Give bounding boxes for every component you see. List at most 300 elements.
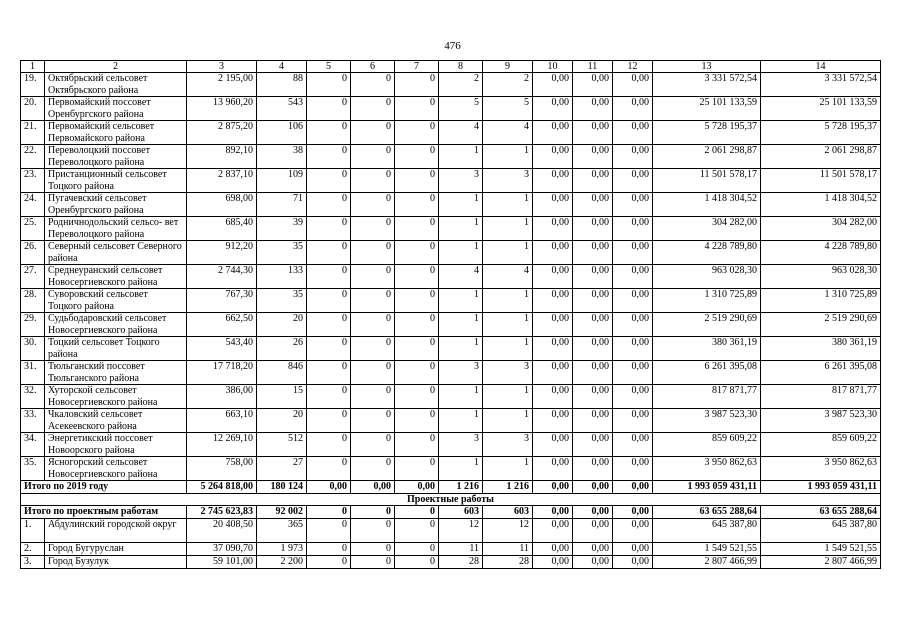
total-value-cell: 1 993 059 431,11 bbox=[653, 481, 761, 494]
value-cell: 0,00 bbox=[533, 433, 573, 457]
section-title: Проектные работы bbox=[21, 494, 881, 506]
municipality-name-cell: Октябрьский сельсовет Октябрьского района bbox=[45, 73, 187, 97]
value-cell: 0,00 bbox=[533, 265, 573, 289]
total-value-cell: 2 745 623,83 bbox=[187, 506, 257, 519]
value-cell: 6 261 395,08 bbox=[653, 361, 761, 385]
value-cell: 1 bbox=[439, 289, 483, 313]
total-value-cell: 0,00 bbox=[307, 481, 351, 494]
value-cell: 3 bbox=[483, 361, 533, 385]
value-cell: 0,00 bbox=[573, 337, 613, 361]
row-index-cell: 23. bbox=[21, 169, 45, 193]
value-cell: 0,00 bbox=[533, 97, 573, 121]
value-cell: 5 728 195,37 bbox=[761, 121, 881, 145]
value-cell: 13 960,20 bbox=[187, 97, 257, 121]
value-cell: 12 bbox=[439, 519, 483, 543]
value-cell: 1 bbox=[483, 409, 533, 433]
value-cell: 0 bbox=[351, 97, 395, 121]
total-value-cell: 1 216 bbox=[439, 481, 483, 494]
value-cell: 2 bbox=[483, 73, 533, 97]
value-cell: 3 bbox=[483, 169, 533, 193]
table-row bbox=[21, 337, 881, 361]
value-cell: 1 bbox=[439, 241, 483, 265]
value-cell: 1 310 725,89 bbox=[761, 289, 881, 313]
value-cell: 4 228 789,80 bbox=[653, 241, 761, 265]
value-cell: 0,00 bbox=[573, 409, 613, 433]
table-row bbox=[21, 457, 881, 481]
value-cell: 3 987 523,30 bbox=[653, 409, 761, 433]
value-cell: 0,00 bbox=[613, 169, 653, 193]
row-index-cell: 25. bbox=[21, 217, 45, 241]
value-cell: 0 bbox=[395, 556, 439, 569]
value-cell: 365 bbox=[257, 519, 307, 543]
value-cell: 0,00 bbox=[613, 385, 653, 409]
value-cell: 0,00 bbox=[533, 241, 573, 265]
total-value-cell: 0,00 bbox=[573, 481, 613, 494]
value-cell: 0 bbox=[351, 543, 395, 556]
table-row bbox=[21, 519, 881, 543]
value-cell: 0 bbox=[395, 337, 439, 361]
value-cell: 3 bbox=[483, 433, 533, 457]
value-cell: 1 bbox=[439, 337, 483, 361]
municipality-name-cell: Переволоцкий поссовет Переволоцкого района bbox=[45, 145, 187, 169]
value-cell: 133 bbox=[257, 265, 307, 289]
total-value-cell: 63 655 288,64 bbox=[761, 506, 881, 519]
value-cell: 17 718,20 bbox=[187, 361, 257, 385]
value-cell: 859 609,22 bbox=[761, 433, 881, 457]
value-cell: 3 331 572,54 bbox=[761, 73, 881, 97]
value-cell: 27 bbox=[257, 457, 307, 481]
value-cell: 0,00 bbox=[613, 289, 653, 313]
column-number-header: 8 bbox=[439, 61, 483, 73]
value-cell: 380 361,19 bbox=[653, 337, 761, 361]
section-title-row bbox=[21, 494, 881, 506]
value-cell: 0 bbox=[351, 73, 395, 97]
value-cell: 2 061 298,87 bbox=[761, 145, 881, 169]
column-number-header: 2 bbox=[45, 61, 187, 73]
value-cell: 0 bbox=[395, 169, 439, 193]
value-cell: 0 bbox=[307, 313, 351, 337]
value-cell: 0,00 bbox=[573, 241, 613, 265]
total-value-cell: 0,00 bbox=[395, 481, 439, 494]
table-row bbox=[21, 193, 881, 217]
value-cell: 15 bbox=[257, 385, 307, 409]
row-index-cell: 22. bbox=[21, 145, 45, 169]
table-row bbox=[21, 265, 881, 289]
value-cell: 1 418 304,52 bbox=[653, 193, 761, 217]
value-cell: 0,00 bbox=[533, 457, 573, 481]
value-cell: 0 bbox=[307, 556, 351, 569]
value-cell: 0,00 bbox=[613, 361, 653, 385]
value-cell: 0 bbox=[307, 193, 351, 217]
total-value-cell: 0 bbox=[307, 506, 351, 519]
value-cell: 0,00 bbox=[533, 337, 573, 361]
value-cell: 963 028,30 bbox=[653, 265, 761, 289]
value-cell: 912,20 bbox=[187, 241, 257, 265]
table-row bbox=[21, 241, 881, 265]
row-index-cell: 32. bbox=[21, 385, 45, 409]
value-cell: 758,00 bbox=[187, 457, 257, 481]
value-cell: 2 807 466,99 bbox=[653, 556, 761, 569]
municipality-name-cell: Среднеуранский сельсовет Новосергиевского района bbox=[45, 265, 187, 289]
value-cell: 0 bbox=[351, 241, 395, 265]
value-cell: 0,00 bbox=[533, 193, 573, 217]
municipality-name-cell: Пугачевский сельсовет Оренбургского района bbox=[45, 193, 187, 217]
value-cell: 685,40 bbox=[187, 217, 257, 241]
value-cell: 892,10 bbox=[187, 145, 257, 169]
column-number-header: 11 bbox=[573, 61, 613, 73]
value-cell: 38 bbox=[257, 145, 307, 169]
value-cell: 0,00 bbox=[613, 409, 653, 433]
value-cell: 0,00 bbox=[573, 519, 613, 543]
row-index-cell: 30. bbox=[21, 337, 45, 361]
value-cell: 5 bbox=[439, 97, 483, 121]
value-cell: 3 950 862,63 bbox=[653, 457, 761, 481]
value-cell: 0 bbox=[395, 97, 439, 121]
value-cell: 1 973 bbox=[257, 543, 307, 556]
value-cell: 1 bbox=[483, 145, 533, 169]
value-cell: 0 bbox=[307, 169, 351, 193]
municipality-name-cell: Первомайский поссовет Оренбургского района bbox=[45, 97, 187, 121]
value-cell: 71 bbox=[257, 193, 307, 217]
value-cell: 3 331 572,54 bbox=[653, 73, 761, 97]
value-cell: 817 871,77 bbox=[761, 385, 881, 409]
value-cell: 0 bbox=[307, 265, 351, 289]
column-number-header: 13 bbox=[653, 61, 761, 73]
value-cell: 0,00 bbox=[613, 193, 653, 217]
total-value-cell: 1 216 bbox=[483, 481, 533, 494]
value-cell: 11 501 578,17 bbox=[653, 169, 761, 193]
municipality-name-cell: Тюльганский поссовет Тюльганского района bbox=[45, 361, 187, 385]
municipality-name-cell: Абдулинский городской округ bbox=[45, 519, 187, 543]
value-cell: 0,00 bbox=[613, 433, 653, 457]
row-index-cell: 1. bbox=[21, 519, 45, 543]
value-cell: 0,00 bbox=[573, 543, 613, 556]
municipality-name-cell: Северный сельсовет Северного района bbox=[45, 241, 187, 265]
value-cell: 6 261 395,08 bbox=[761, 361, 881, 385]
value-cell: 1 bbox=[439, 313, 483, 337]
column-number-header: 12 bbox=[613, 61, 653, 73]
value-cell: 2 807 466,99 bbox=[761, 556, 881, 569]
row-index-cell: 3. bbox=[21, 556, 45, 569]
value-cell: 0,00 bbox=[573, 217, 613, 241]
table-row bbox=[21, 385, 881, 409]
value-cell: 28 bbox=[483, 556, 533, 569]
value-cell: 0,00 bbox=[573, 145, 613, 169]
value-cell: 0,00 bbox=[613, 121, 653, 145]
row-index-cell: 28. bbox=[21, 289, 45, 313]
page-number: 476 bbox=[444, 40, 461, 52]
total-label-cell: Итого по проектным работам bbox=[21, 506, 187, 519]
value-cell: 0 bbox=[351, 217, 395, 241]
total-value-cell: 5 264 818,00 bbox=[187, 481, 257, 494]
value-cell: 1 418 304,52 bbox=[761, 193, 881, 217]
total-value-cell: 603 bbox=[483, 506, 533, 519]
value-cell: 0,00 bbox=[613, 145, 653, 169]
value-cell: 0 bbox=[351, 433, 395, 457]
table-row bbox=[21, 556, 881, 569]
value-cell: 0 bbox=[395, 433, 439, 457]
column-number-header: 14 bbox=[761, 61, 881, 73]
value-cell: 0 bbox=[307, 289, 351, 313]
value-cell: 1 310 725,89 bbox=[653, 289, 761, 313]
value-cell: 0 bbox=[351, 385, 395, 409]
total-project-row bbox=[21, 506, 881, 519]
value-cell: 0 bbox=[351, 337, 395, 361]
value-cell: 11 bbox=[439, 543, 483, 556]
value-cell: 0,00 bbox=[533, 145, 573, 169]
municipality-name-cell: Энергетикский поссовет Новоорского района bbox=[45, 433, 187, 457]
table-row bbox=[21, 73, 881, 97]
value-cell: 4 bbox=[483, 121, 533, 145]
row-index-cell: 29. bbox=[21, 313, 45, 337]
value-cell: 0 bbox=[395, 193, 439, 217]
value-cell: 3 bbox=[439, 169, 483, 193]
value-cell: 1 bbox=[439, 457, 483, 481]
value-cell: 25 101 133,59 bbox=[653, 97, 761, 121]
value-cell: 1 549 521,55 bbox=[761, 543, 881, 556]
value-cell: 767,30 bbox=[187, 289, 257, 313]
value-cell: 0 bbox=[395, 289, 439, 313]
value-cell: 0 bbox=[395, 409, 439, 433]
value-cell: 304 282,00 bbox=[761, 217, 881, 241]
total-value-cell: 0,00 bbox=[533, 506, 573, 519]
value-cell: 5 bbox=[483, 97, 533, 121]
value-cell: 0,00 bbox=[613, 543, 653, 556]
column-number-header: 4 bbox=[257, 61, 307, 73]
value-cell: 0 bbox=[307, 409, 351, 433]
value-cell: 1 bbox=[483, 337, 533, 361]
value-cell: 0 bbox=[307, 217, 351, 241]
value-cell: 663,10 bbox=[187, 409, 257, 433]
value-cell: 0 bbox=[307, 121, 351, 145]
value-cell: 1 bbox=[483, 193, 533, 217]
value-cell: 0 bbox=[307, 385, 351, 409]
total-value-cell: 0,00 bbox=[613, 481, 653, 494]
value-cell: 0,00 bbox=[613, 337, 653, 361]
total-value-cell: 0,00 bbox=[351, 481, 395, 494]
value-cell: 0 bbox=[395, 145, 439, 169]
table-row bbox=[21, 121, 881, 145]
value-cell: 1 bbox=[439, 145, 483, 169]
value-cell: 0,00 bbox=[613, 519, 653, 543]
value-cell: 20 408,50 bbox=[187, 519, 257, 543]
total-2019-row bbox=[21, 481, 881, 494]
value-cell: 11 501 578,17 bbox=[761, 169, 881, 193]
value-cell: 1 bbox=[439, 217, 483, 241]
value-cell: 4 bbox=[439, 121, 483, 145]
row-index-cell: 34. bbox=[21, 433, 45, 457]
row-index-cell: 31. bbox=[21, 361, 45, 385]
value-cell: 0 bbox=[395, 265, 439, 289]
value-cell: 0,00 bbox=[573, 361, 613, 385]
municipality-name-cell: Ясногорский сельсовет Новосергиевского района bbox=[45, 457, 187, 481]
column-number-header: 5 bbox=[307, 61, 351, 73]
value-cell: 59 101,00 bbox=[187, 556, 257, 569]
value-cell: 3 bbox=[439, 433, 483, 457]
value-cell: 2 bbox=[439, 73, 483, 97]
value-cell: 0,00 bbox=[533, 169, 573, 193]
value-cell: 698,00 bbox=[187, 193, 257, 217]
total-value-cell: 603 bbox=[439, 506, 483, 519]
value-cell: 380 361,19 bbox=[761, 337, 881, 361]
column-number-header: 6 bbox=[351, 61, 395, 73]
value-cell: 0,00 bbox=[573, 289, 613, 313]
value-cell: 20 bbox=[257, 313, 307, 337]
table-row bbox=[21, 289, 881, 313]
value-cell: 106 bbox=[257, 121, 307, 145]
row-index-cell: 27. bbox=[21, 265, 45, 289]
row-index-cell: 20. bbox=[21, 97, 45, 121]
value-cell: 0,00 bbox=[533, 409, 573, 433]
value-cell: 0,00 bbox=[533, 217, 573, 241]
row-index-cell: 21. bbox=[21, 121, 45, 145]
total-value-cell: 1 993 059 431,11 bbox=[761, 481, 881, 494]
table-row bbox=[21, 313, 881, 337]
value-cell: 0,00 bbox=[533, 121, 573, 145]
value-cell: 2 875,20 bbox=[187, 121, 257, 145]
value-cell: 0 bbox=[395, 543, 439, 556]
value-cell: 0 bbox=[395, 241, 439, 265]
value-cell: 0,00 bbox=[573, 457, 613, 481]
table-row bbox=[21, 433, 881, 457]
total-value-cell: 180 124 bbox=[257, 481, 307, 494]
value-cell: 3 bbox=[439, 361, 483, 385]
municipality-name-cell: Пристанционный сельсовет Тоцкого района bbox=[45, 169, 187, 193]
value-cell: 0 bbox=[351, 169, 395, 193]
value-cell: 543,40 bbox=[187, 337, 257, 361]
value-cell: 0,00 bbox=[613, 97, 653, 121]
row-index-cell: 35. bbox=[21, 457, 45, 481]
table-row bbox=[21, 409, 881, 433]
value-cell: 0 bbox=[351, 145, 395, 169]
column-number-header: 1 bbox=[21, 61, 45, 73]
value-cell: 0,00 bbox=[613, 457, 653, 481]
value-cell: 0 bbox=[395, 73, 439, 97]
value-cell: 0 bbox=[395, 313, 439, 337]
row-index-cell: 26. bbox=[21, 241, 45, 265]
value-cell: 28 bbox=[439, 556, 483, 569]
value-cell: 0,00 bbox=[533, 556, 573, 569]
value-cell: 20 bbox=[257, 409, 307, 433]
value-cell: 4 bbox=[439, 265, 483, 289]
value-cell: 645 387,80 bbox=[761, 519, 881, 543]
value-cell: 386,00 bbox=[187, 385, 257, 409]
value-cell: 3 950 862,63 bbox=[761, 457, 881, 481]
value-cell: 0,00 bbox=[573, 433, 613, 457]
value-cell: 0 bbox=[307, 457, 351, 481]
value-cell: 304 282,00 bbox=[653, 217, 761, 241]
value-cell: 0 bbox=[351, 361, 395, 385]
value-cell: 2 061 298,87 bbox=[653, 145, 761, 169]
value-cell: 0 bbox=[351, 121, 395, 145]
value-cell: 1 bbox=[483, 385, 533, 409]
municipality-name-cell: Судьбодаровский сельсовет Новосергиевского района bbox=[45, 313, 187, 337]
value-cell: 0 bbox=[307, 543, 351, 556]
value-cell: 2 200 bbox=[257, 556, 307, 569]
value-cell: 0 bbox=[307, 361, 351, 385]
value-cell: 2 837,10 bbox=[187, 169, 257, 193]
table-row bbox=[21, 145, 881, 169]
total-label-cell: Итого по 2019 году bbox=[21, 481, 187, 494]
value-cell: 0,00 bbox=[533, 519, 573, 543]
table-row bbox=[21, 169, 881, 193]
municipality-name-cell: Чкаловский сельсовет Асекеевского района bbox=[45, 409, 187, 433]
row-index-cell: 24. bbox=[21, 193, 45, 217]
value-cell: 0 bbox=[307, 337, 351, 361]
municipality-name-cell: Тоцкий сельсовет Тоцкого района bbox=[45, 337, 187, 361]
value-cell: 0 bbox=[307, 97, 351, 121]
value-cell: 0,00 bbox=[533, 543, 573, 556]
value-cell: 35 bbox=[257, 289, 307, 313]
value-cell: 88 bbox=[257, 73, 307, 97]
municipality-name-cell: Город Бугуруслан bbox=[45, 543, 187, 556]
value-cell: 5 728 195,37 bbox=[653, 121, 761, 145]
municipality-name-cell: Родничнодольский сельсо- вет Переволоцкого района bbox=[45, 217, 187, 241]
total-value-cell: 92 002 bbox=[257, 506, 307, 519]
header-row bbox=[21, 61, 881, 73]
value-cell: 0 bbox=[351, 519, 395, 543]
value-cell: 0 bbox=[307, 73, 351, 97]
value-cell: 0,00 bbox=[613, 241, 653, 265]
value-cell: 0,00 bbox=[533, 385, 573, 409]
value-cell: 12 269,10 bbox=[187, 433, 257, 457]
value-cell: 1 bbox=[483, 217, 533, 241]
value-cell: 0,00 bbox=[533, 289, 573, 313]
value-cell: 0,00 bbox=[533, 73, 573, 97]
value-cell: 0,00 bbox=[573, 556, 613, 569]
value-cell: 859 609,22 bbox=[653, 433, 761, 457]
value-cell: 817 871,77 bbox=[653, 385, 761, 409]
value-cell: 0,00 bbox=[573, 193, 613, 217]
value-cell: 0 bbox=[307, 145, 351, 169]
table-row bbox=[21, 543, 881, 556]
value-cell: 0 bbox=[307, 433, 351, 457]
municipality-name-cell: Суворовский сельсовет Тоцкого района bbox=[45, 289, 187, 313]
value-cell: 846 bbox=[257, 361, 307, 385]
value-cell: 2 195,00 bbox=[187, 73, 257, 97]
row-index-cell: 2. bbox=[21, 543, 45, 556]
value-cell: 37 090,70 bbox=[187, 543, 257, 556]
value-cell: 0 bbox=[395, 217, 439, 241]
value-cell: 512 bbox=[257, 433, 307, 457]
value-cell: 4 228 789,80 bbox=[761, 241, 881, 265]
value-cell: 1 bbox=[483, 313, 533, 337]
value-cell: 543 bbox=[257, 97, 307, 121]
value-cell: 0,00 bbox=[573, 313, 613, 337]
table-row bbox=[21, 361, 881, 385]
value-cell: 0,00 bbox=[573, 385, 613, 409]
value-cell: 35 bbox=[257, 241, 307, 265]
value-cell: 0 bbox=[395, 519, 439, 543]
value-cell: 0 bbox=[351, 313, 395, 337]
value-cell: 0,00 bbox=[613, 556, 653, 569]
value-cell: 0 bbox=[307, 519, 351, 543]
value-cell: 0,00 bbox=[573, 169, 613, 193]
value-cell: 0,00 bbox=[613, 265, 653, 289]
value-cell: 0,00 bbox=[613, 313, 653, 337]
value-cell: 0 bbox=[395, 121, 439, 145]
total-value-cell: 0,00 bbox=[613, 506, 653, 519]
total-value-cell: 0,00 bbox=[573, 506, 613, 519]
municipality-name-cell: Первомайский сельсовет Первомайского района bbox=[45, 121, 187, 145]
value-cell: 0 bbox=[395, 361, 439, 385]
value-cell: 0 bbox=[395, 385, 439, 409]
value-cell: 0,00 bbox=[533, 313, 573, 337]
table-row bbox=[21, 97, 881, 121]
value-cell: 662,50 bbox=[187, 313, 257, 337]
value-cell: 39 bbox=[257, 217, 307, 241]
value-cell: 0 bbox=[395, 457, 439, 481]
